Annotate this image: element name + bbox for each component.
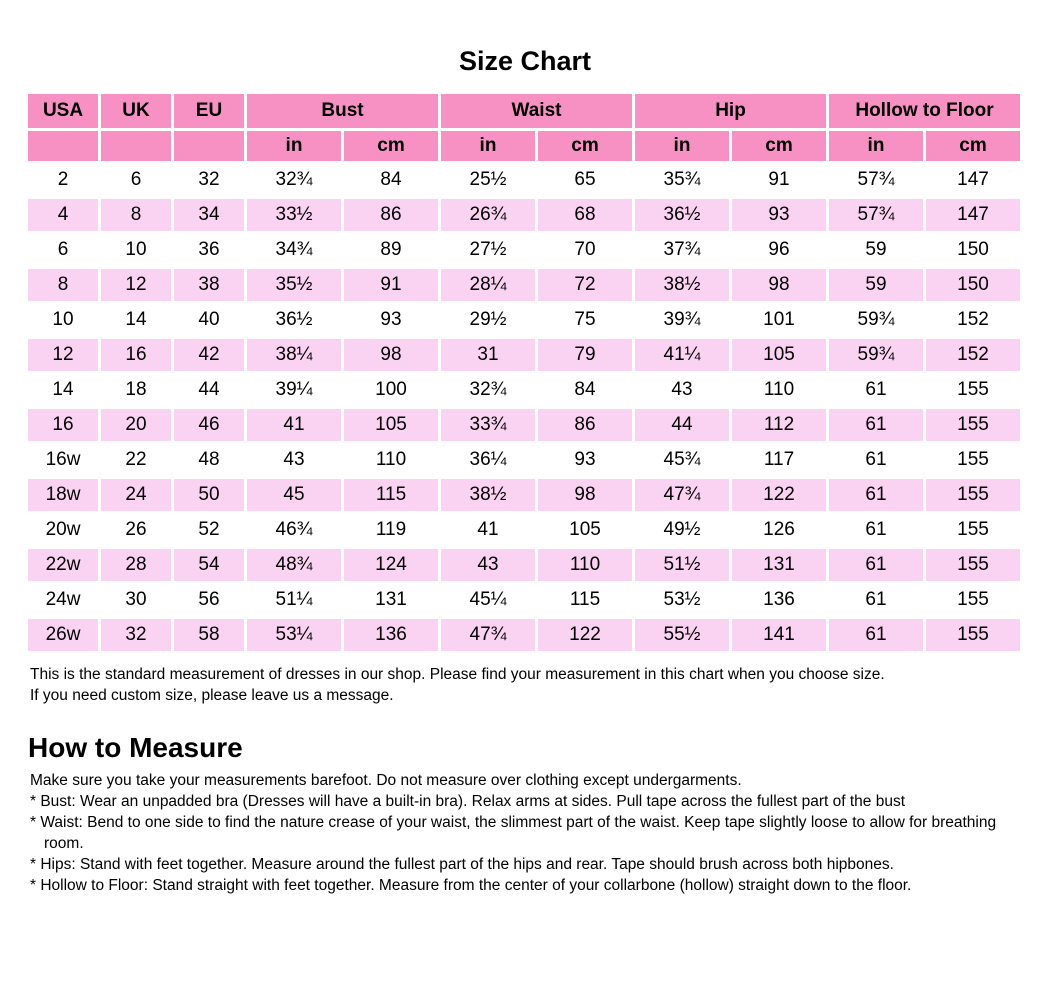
table-cell: 79 (538, 339, 632, 371)
table-cell: 14 (101, 304, 171, 336)
table-cell: 105 (538, 514, 632, 546)
size-row-8 (28, 269, 1020, 301)
table-cell: 32 (174, 164, 244, 196)
size-row-24w (28, 584, 1020, 616)
table-cell: 33¾ (441, 409, 535, 441)
table-cell: 20w (28, 514, 98, 546)
table-cell: 16w (28, 444, 98, 476)
table-cell: 61 (829, 409, 923, 441)
table-cell: 28 (101, 549, 171, 581)
table-cell: 43 (635, 374, 729, 406)
note-standard-measurement: This is the standard measurement of dresses in our shop. Please find your measurement in this chart when you choose size. (30, 666, 885, 683)
unit-header-cm: cm (538, 131, 632, 161)
table-cell: 93 (732, 199, 826, 231)
table-cell: 39¼ (247, 374, 341, 406)
table-cell: 30 (101, 584, 171, 616)
table-cell: 22 (101, 444, 171, 476)
table-cell: 51½ (635, 549, 729, 581)
table-cell: 24 (101, 479, 171, 511)
table-cell: 110 (538, 549, 632, 581)
table-cell: 41¼ (635, 339, 729, 371)
size-table (25, 91, 1023, 654)
size-row-16 (28, 409, 1020, 441)
table-cell: 136 (732, 584, 826, 616)
table-cell: 46¾ (247, 514, 341, 546)
table-cell: 84 (538, 374, 632, 406)
table-cell: 91 (732, 164, 826, 196)
table-cell: 12 (28, 339, 98, 371)
table-cell: 61 (829, 374, 923, 406)
table-cell: 16 (28, 409, 98, 441)
table-cell: 57¾ (829, 164, 923, 196)
table-cell: 36½ (635, 199, 729, 231)
how-to-measure-section (30, 770, 1022, 896)
table-cell: 100 (344, 374, 438, 406)
table-cell: 59 (829, 234, 923, 266)
table-cell: 152 (926, 339, 1020, 371)
table-cell: 49½ (635, 514, 729, 546)
table-cell: 122 (732, 479, 826, 511)
size-row-26w (28, 619, 1020, 651)
table-cell: 61 (829, 514, 923, 546)
table-cell: 86 (344, 199, 438, 231)
table-cell: 36¼ (441, 444, 535, 476)
table-cell: 8 (28, 269, 98, 301)
size-table-header (28, 94, 1020, 161)
table-cell: 58 (174, 619, 244, 651)
table-cell: 124 (344, 549, 438, 581)
unit-header-cm: cm (732, 131, 826, 161)
measure-item: * Waist: Bend to one side to find the nature crease of your waist, the slimmest part of the waist. Keep tape slightly loose to allow for breathing room. (30, 814, 997, 852)
table-cell: 155 (926, 374, 1020, 406)
table-cell: 155 (926, 514, 1020, 546)
table-cell: 24w (28, 584, 98, 616)
unit-header-in: in (635, 131, 729, 161)
table-cell: 43 (247, 444, 341, 476)
table-cell: 110 (344, 444, 438, 476)
table-cell: 35¾ (635, 164, 729, 196)
table-cell: 18 (101, 374, 171, 406)
table-cell: 70 (538, 234, 632, 266)
table-cell: 40 (174, 304, 244, 336)
size-row-20w (28, 514, 1020, 546)
table-cell: 31 (441, 339, 535, 371)
unit-header-in: in (829, 131, 923, 161)
table-cell: 126 (732, 514, 826, 546)
measure-item: * Hollow to Floor: Stand straight with feet together. Measure from the center of your collarbone (hollow) straight down to the floor. (30, 877, 912, 894)
unit-header-blank (174, 131, 244, 161)
header-group-row (28, 94, 1020, 128)
notes-section (30, 664, 1050, 706)
table-cell: 93 (344, 304, 438, 336)
table-cell: 16 (101, 339, 171, 371)
table-cell: 122 (538, 619, 632, 651)
column-header-bust: Bust (247, 94, 438, 128)
table-cell: 26¾ (441, 199, 535, 231)
table-cell: 44 (635, 409, 729, 441)
table-cell: 61 (829, 584, 923, 616)
table-cell: 41 (441, 514, 535, 546)
table-cell: 141 (732, 619, 826, 651)
table-cell: 131 (344, 584, 438, 616)
table-cell: 61 (829, 549, 923, 581)
table-cell: 68 (538, 199, 632, 231)
table-cell: 72 (538, 269, 632, 301)
column-header-usa: USA (28, 94, 98, 128)
table-cell: 56 (174, 584, 244, 616)
table-cell: 8 (101, 199, 171, 231)
table-cell: 155 (926, 549, 1020, 581)
table-cell: 117 (732, 444, 826, 476)
size-row-18w (28, 479, 1020, 511)
table-cell: 27½ (441, 234, 535, 266)
table-cell: 98 (538, 479, 632, 511)
table-cell: 4 (28, 199, 98, 231)
table-cell: 39¾ (635, 304, 729, 336)
table-cell: 44 (174, 374, 244, 406)
table-cell: 14 (28, 374, 98, 406)
table-cell: 42 (174, 339, 244, 371)
measure-intro: Make sure you take your measurements barefoot. Do not measure over clothing except undergarments. (30, 772, 742, 789)
table-cell: 59 (829, 269, 923, 301)
table-cell: 84 (344, 164, 438, 196)
table-cell: 43 (441, 549, 535, 581)
table-cell: 48¾ (247, 549, 341, 581)
measure-item: * Bust: Wear an unpadded bra (Dresses will have a built-in bra). Relax arms at sides. Pull tape across the fullest part of the bust (30, 793, 906, 810)
table-cell: 150 (926, 269, 1020, 301)
size-table-body (28, 164, 1020, 651)
table-cell: 38 (174, 269, 244, 301)
table-cell: 10 (101, 234, 171, 266)
table-cell: 29½ (441, 304, 535, 336)
table-cell: 34¾ (247, 234, 341, 266)
table-cell: 155 (926, 584, 1020, 616)
table-cell: 53¼ (247, 619, 341, 651)
table-cell: 131 (732, 549, 826, 581)
table-cell: 53½ (635, 584, 729, 616)
table-cell: 36 (174, 234, 244, 266)
column-header-hip: Hip (635, 94, 826, 128)
how-to-measure-heading: How to Measure (28, 732, 243, 763)
table-cell: 96 (732, 234, 826, 266)
size-row-12 (28, 339, 1020, 371)
size-row-10 (28, 304, 1020, 336)
table-cell: 59¾ (829, 304, 923, 336)
table-cell: 147 (926, 164, 1020, 196)
table-cell: 26 (101, 514, 171, 546)
table-cell: 22w (28, 549, 98, 581)
table-cell: 28¼ (441, 269, 535, 301)
table-cell: 61 (829, 619, 923, 651)
table-cell: 101 (732, 304, 826, 336)
column-header-eu: EU (174, 94, 244, 128)
table-cell: 47¾ (441, 619, 535, 651)
table-cell: 26w (28, 619, 98, 651)
size-row-2 (28, 164, 1020, 196)
table-cell: 48 (174, 444, 244, 476)
table-cell: 115 (344, 479, 438, 511)
table-cell: 2 (28, 164, 98, 196)
table-cell: 52 (174, 514, 244, 546)
table-cell: 35½ (247, 269, 341, 301)
table-cell: 155 (926, 409, 1020, 441)
table-cell: 105 (732, 339, 826, 371)
table-cell: 36½ (247, 304, 341, 336)
table-cell: 91 (344, 269, 438, 301)
table-cell: 105 (344, 409, 438, 441)
unit-header-blank (28, 131, 98, 161)
table-cell: 61 (829, 444, 923, 476)
column-header-hollow-to-floor: Hollow to Floor (829, 94, 1020, 128)
table-cell: 38½ (635, 269, 729, 301)
table-cell: 46 (174, 409, 244, 441)
table-cell: 55½ (635, 619, 729, 651)
table-cell: 75 (538, 304, 632, 336)
table-cell: 34 (174, 199, 244, 231)
table-cell: 98 (732, 269, 826, 301)
unit-header-cm: cm (344, 131, 438, 161)
table-cell: 110 (732, 374, 826, 406)
table-cell: 32 (101, 619, 171, 651)
unit-header-in: in (247, 131, 341, 161)
size-row-16w (28, 444, 1020, 476)
table-cell: 50 (174, 479, 244, 511)
table-cell: 98 (344, 339, 438, 371)
table-cell: 38¼ (247, 339, 341, 371)
table-cell: 61 (829, 479, 923, 511)
measure-item: * Hips: Stand with feet together. Measure around the fullest part of the hips and rear. Tape should brush across both hipbones. (30, 856, 894, 873)
table-cell: 89 (344, 234, 438, 266)
table-cell: 6 (28, 234, 98, 266)
note-custom-size: If you need custom size, please leave us a message. (30, 687, 394, 704)
column-header-uk: UK (101, 94, 171, 128)
size-row-22w (28, 549, 1020, 581)
table-cell: 33½ (247, 199, 341, 231)
unit-header-blank (101, 131, 171, 161)
table-cell: 119 (344, 514, 438, 546)
table-cell: 18w (28, 479, 98, 511)
table-cell: 41 (247, 409, 341, 441)
table-cell: 45 (247, 479, 341, 511)
table-cell: 155 (926, 479, 1020, 511)
page-title: Size Chart (458, 46, 592, 76)
table-cell: 51¼ (247, 584, 341, 616)
table-cell: 20 (101, 409, 171, 441)
table-cell: 112 (732, 409, 826, 441)
table-cell: 45¾ (635, 444, 729, 476)
table-cell: 45¼ (441, 584, 535, 616)
unit-header-cm: cm (926, 131, 1020, 161)
table-cell: 10 (28, 304, 98, 336)
table-cell: 152 (926, 304, 1020, 336)
size-row-6 (28, 234, 1020, 266)
header-unit-row (28, 131, 1020, 161)
size-row-4 (28, 199, 1020, 231)
table-cell: 25½ (441, 164, 535, 196)
table-cell: 65 (538, 164, 632, 196)
table-cell: 32¾ (247, 164, 341, 196)
table-cell: 93 (538, 444, 632, 476)
table-cell: 32¾ (441, 374, 535, 406)
table-cell: 150 (926, 234, 1020, 266)
table-cell: 147 (926, 199, 1020, 231)
table-cell: 59¾ (829, 339, 923, 371)
table-cell: 155 (926, 619, 1020, 651)
table-cell: 57¾ (829, 199, 923, 231)
table-cell: 54 (174, 549, 244, 581)
table-cell: 6 (101, 164, 171, 196)
table-cell: 37¾ (635, 234, 729, 266)
table-cell: 136 (344, 619, 438, 651)
column-header-waist: Waist (441, 94, 632, 128)
table-cell: 155 (926, 444, 1020, 476)
table-cell: 86 (538, 409, 632, 441)
table-cell: 47¾ (635, 479, 729, 511)
size-row-14 (28, 374, 1020, 406)
table-cell: 12 (101, 269, 171, 301)
measure-instructions-list (30, 791, 1022, 896)
unit-header-in: in (441, 131, 535, 161)
table-cell: 38½ (441, 479, 535, 511)
table-cell: 115 (538, 584, 632, 616)
